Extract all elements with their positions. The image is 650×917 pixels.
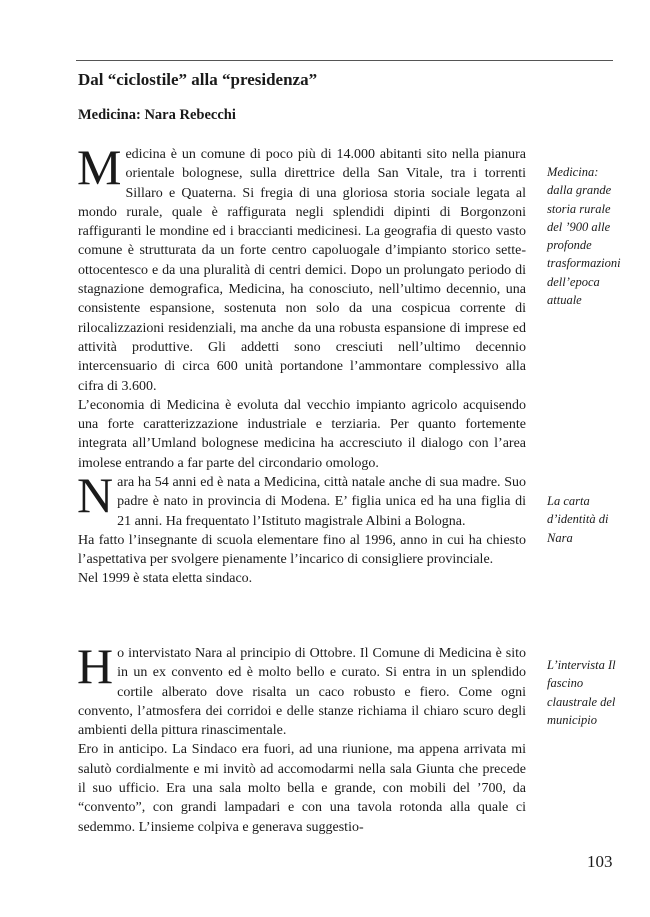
paragraph-text: o intervistato Nara al principio di Ottobre. Il Comune di Medicina è sito in un ex convento ed è molto bello e curato. Si entra in un splendido cortile alberato dove risalta un caco robusto e fiero. Come ogni convento, l’atmosfera dei corridoi e delle stanze richiama il chiaro scuro degli ambienti della pittura rinascimentale. [78, 646, 526, 739]
paragraph-text: edicina è un comune di poco più di 14.000 abitanti sito nella pianura orientale bolognese, sulla direttrice della San Vitale, tra i torrenti Sillaro e Quaterna. Si fregia di una gloriosa storia sociale legata al mondo rurale, quale è raffigurata negli splendidi dipinti di Borgonzoni raffiguranti le mondine ed i braccianti medicinesi. La geografia di questo vasto comune è strutturata da un forte centro capoluogale d’impianto storico sette-ottocentesco e da una pluralità di centri demici. Dopo un prolungato periodo di stagnazione demografica, Medicina, ha conosciuto, nell’ultimo decennio, una consistente espansione, sostenuta non solo da una cospicua corrente di rilocalizzazioni residenziali, ma anche da una robusta espansione di imprese ed attività produttive. Gli addetti sono cresciuti nell’ultimo decennio intercensuario di circa 600 unità portandone l’ammontare complessivo alla cifra di 3.600. [78, 147, 526, 394]
paragraph [77, 139, 526, 396]
section-identity [77, 467, 526, 589]
section-interview [77, 638, 526, 837]
page-number: 103 [587, 852, 613, 871]
header-rule [76, 60, 613, 61]
paragraph [77, 467, 526, 531]
paragraph: L’economia di Medicina è evoluta dal vecchio impianto agricolo acquisendo una forte caratterizzazione industriale e terziaria. Per quanto fortemente integrata all’Umland bolognese medicina ha accresciuto il dialogo con l’area imolese entrando a far parte del circondario omologo. [78, 397, 526, 471]
page-title: Dal “ciclostile” alla “presidenza” [78, 70, 318, 89]
margin-note-interview: L’intervista Il fascino claustrale del municipio [547, 658, 616, 727]
paragraph: Nel 1999 è stata eletta sindaco. [78, 571, 253, 587]
drop-cap: M [77, 139, 122, 195]
paragraph: Ha fatto l’insegnante di scuola elementare fino al 1996, anno in cui ha chiesto l’aspettativa per svolgere pienamente l’incarico di consigliere provinciale. [78, 532, 526, 568]
margin-note-medicina: Medicina: dalla grande storia rurale del ’900 alle profonde trasformazioni dell’epoca attuale [547, 165, 621, 308]
section-intro [77, 139, 526, 473]
paragraph-text: ara ha 54 anni ed è nata a Medicina, città natale anche di sua madre. Suo padre è nato in provincia di Modena. E’ figlia unica ed ha una figlia di 21 anni. Ha frequentato l’Istituto magistrale Albini a Bologna. [117, 475, 526, 529]
section-subtitle: Medicina: Nara Rebecchi [78, 107, 236, 123]
paragraph: Ero in anticipo. La Sindaco era fuori, ad una riunione, ma appena arrivata mi salutò cordialmente e mi invitò ad accomodarmi nella sala Giunta che precede il suo ufficio. Era una sala molto bella e grande, con mobili del ’700, da “convento”, con grandi lampadari e con una tavola rotonda alla quale ci sedemmo. L’insieme colpiva e generava suggestio- [78, 742, 526, 835]
drop-cap: N [77, 467, 114, 523]
margin-note-identity: La carta d’identità di Nara [547, 494, 609, 545]
drop-cap: H [77, 638, 114, 694]
paragraph [77, 638, 526, 740]
